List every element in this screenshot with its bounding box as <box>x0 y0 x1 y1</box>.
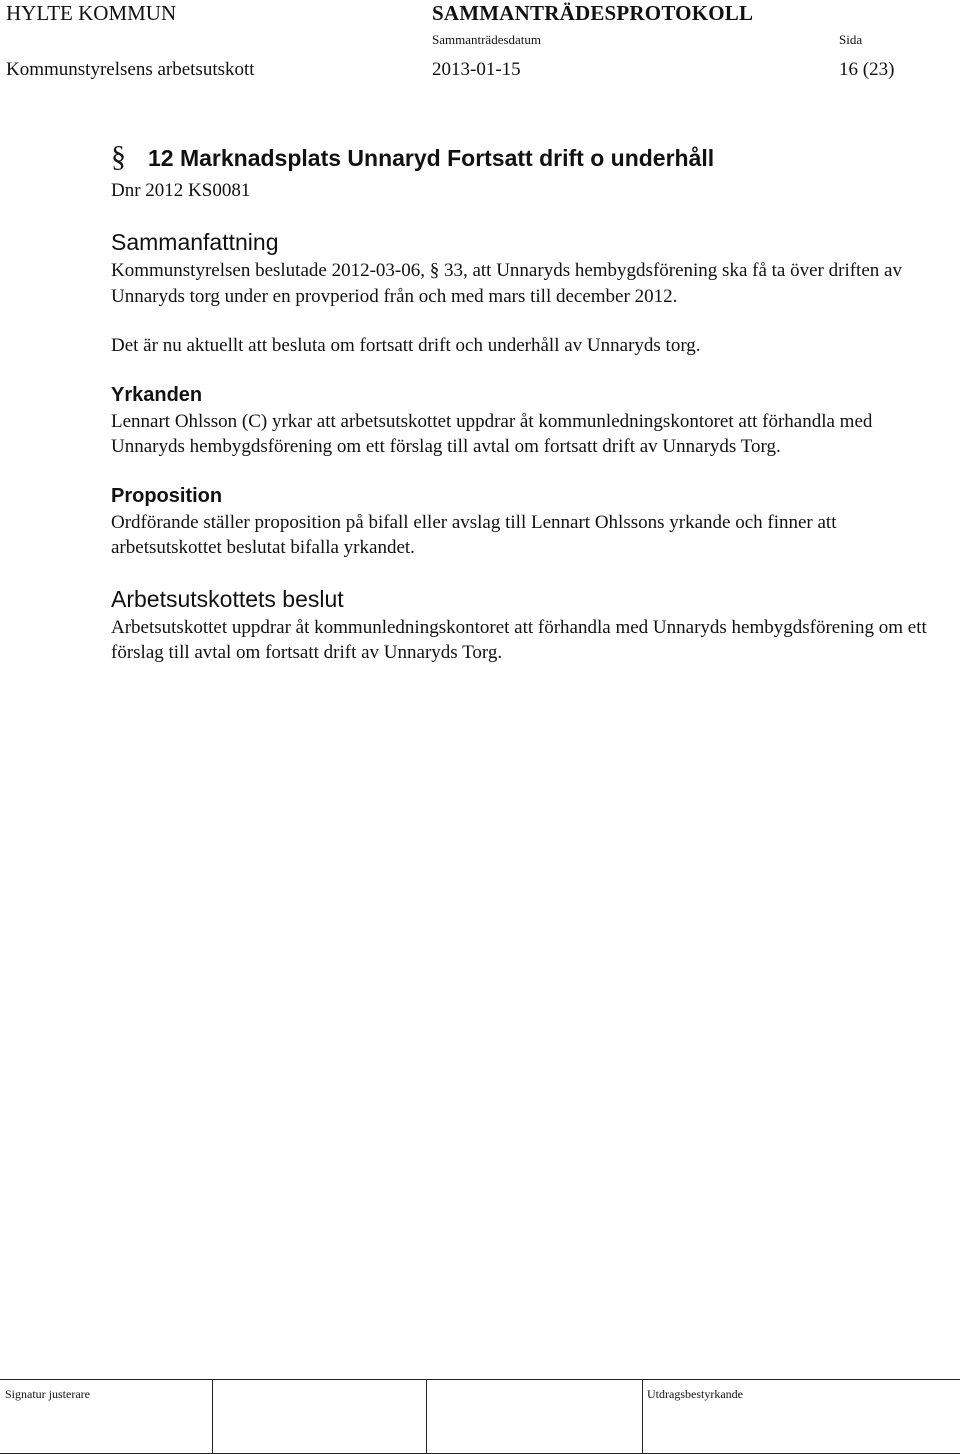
item-heading-row <box>111 140 941 180</box>
summary-paragraph-1: Kommunstyrelsen beslutade 2012-03-06, § 33, att Unnaryds hembygdsförening ska få ta över driften av Unnaryds torg under en provperiod från och med mars till december 2012. <box>111 260 902 307</box>
signature-table <box>0 1379 960 1454</box>
meeting-date: 2013-01-15 <box>432 59 521 80</box>
extract-cell <box>642 1380 959 1453</box>
decision-text: Arbetsutskottet uppdrar åt kommunledningskontoret att förhandla med Unnaryds hembygdsförening om ett förslag till avtal om fortsatt drift av Unnaryds Torg. <box>111 616 927 663</box>
motions-heading: Yrkanden <box>111 383 203 406</box>
document-type: SAMMANTRÄDESPROTOKOLL <box>432 1 754 25</box>
section-sign: § <box>111 140 126 173</box>
signature-label: Signatur justerare <box>5 1387 90 1401</box>
proposition-text: Ordförande ställer proposition på bifall eller avslag till Lennart Ohlssons yrkande och finner att arbetsutskottet beslutat bifalla yrkandet. <box>111 511 837 558</box>
municipality-name: HYLTE KOMMUN <box>6 1 177 25</box>
extract-label: Utdragsbestyrkande <box>647 1387 743 1401</box>
page-label: Sida <box>839 32 863 47</box>
proposition-heading: Proposition <box>111 484 223 507</box>
case-number: Dnr 2012 KS0081 <box>111 180 251 201</box>
item-heading: 12 Marknadsplats Unnaryd Fortsatt drift o underhåll <box>148 145 715 171</box>
document-body <box>111 140 941 690</box>
meeting-date-label: Sammanträdesdatum <box>432 32 542 47</box>
summary-heading: Sammanfattning <box>111 229 279 255</box>
page-number: 16 (23) <box>839 59 895 80</box>
signature-cell-label <box>0 1380 213 1453</box>
signature-cell-2 <box>426 1380 643 1453</box>
motions-text: Lennart Ohlsson (C) yrkar att arbetsutskottet uppdrar åt kommunledningskontoret att förhandla med Unnaryds hembygdsförening om ett förslag till avtal om fortsatt drift av Unnaryds Torg. <box>111 410 873 457</box>
summary-paragraph-2: Det är nu aktuellt att besluta om fortsatt drift och underhåll av Unnaryds torg. <box>111 335 701 356</box>
decision-heading: Arbetsutskottets beslut <box>111 585 344 612</box>
signature-cell-1 <box>212 1380 427 1453</box>
committee-name: Kommunstyrelsens arbetsutskott <box>6 59 255 80</box>
